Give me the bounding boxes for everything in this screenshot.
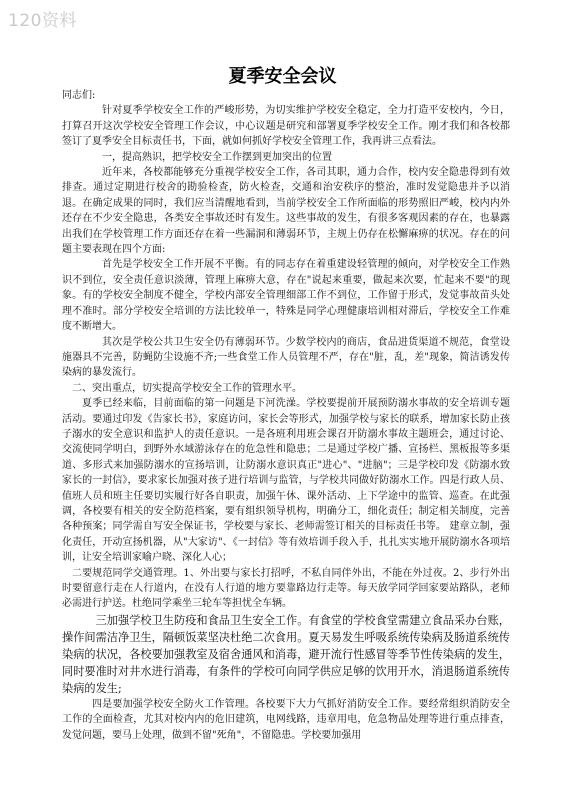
paragraph: 其次是学校公共卫生安全仍有薄弱环节。少数学校内的商店，食品进货渠道不规范，食堂设施器具不完善，防蝇防尘设施不齐;一些食堂工作人员管理不严，存在"脏，乱，差"现象，简洁诱发传染病的暴发流行。 xyxy=(62,336,510,379)
paragraph: 近年来，各校都能够充分重视学校安全工作，各司其职，通力合作，校内安全隐患得到有效排查。通过定期进行校舍的勘验检查，防火检查，交通和治安秩序的整治，准时发觉隐患并予以消退。在确定成果的同时，我们应当清醒地看到，当前学校安全工作所面临的形势照旧严峻，校内内外还存在不少安全隐患，各类安全事故还时有发生。这些事故的发生，有很多客观因素的存在，也暴露出我们在学校管理工作方面还存在着一些漏洞和薄弱环节，主规上仍存在松懈麻痹的状况。存在的问题主要表现在四个方面: xyxy=(62,167,510,256)
paragraph: 四是要加强学校安全防火工作管理。各校要下大力气抓好消防安全工作。要经常组织消防安全工作的全面检查，尤其对校内内的危旧建筑，电网线路，违章用电，危急物品处理等进行重点排查，发觉问题，要马上处理，做到不留"死角"，不留隐患。学校要加强用 xyxy=(62,698,510,741)
document-title: 夏季安全会议 xyxy=(228,66,337,87)
paragraph: 二要规范同学交通管理。1、外出要与家长打招呼，不私自同伴外出，不能在外过夜。2、步行外出时要留意行走在人行道内，在没有人行道的地方要靠路边行走等。每天放学同学回家要站路队，老师必需进行护送。杜绝同学乘坐三轮车等担忧全车辆。 xyxy=(62,567,510,610)
paragraph: 同志们: xyxy=(62,90,96,101)
paragraph: 三加强学校卫生防疫和食品卫生安全工作。有食堂的学校食堂需建立食品采办台账，操作间需洁净卫生，隔顿饭菜坚决杜绝二次食用。夏天易发生呼吸系统传染病及肠道系统传染病的状况，各校要加强教室及宿舍通风和消毒，避开流行性感冒等季节性传染病的发生，同时要准时对井水进行消毒，有条件的学校可向同学供应足够的饮用开水，消退肠道系统传染病的发生; xyxy=(62,613,510,695)
paragraph: 一，提高熟识，把学校安全工作摆到更加突出的位置 xyxy=(102,151,332,163)
document-body xyxy=(62,88,510,743)
paragraph: 针对夏季学校安全工作的严峻形势，为切实维护学校安全稳定，全力打造平安校内，今日，打算召开这次学校安全管理工作会议，中心议题是研究和部署夏季学校安全工作。刚才我们和各校都签订了夏季安全目标责任书，下面，就如何抓好学校安全管理工作，我再讲三点看法。 xyxy=(62,105,510,148)
watermark: 120资料 xyxy=(8,11,77,31)
paragraph: 二、突出重点，切实提高学校安全工作的管理水平。 xyxy=(72,382,302,394)
paragraph: 首先是学校安全工作开展不平衡。有的同志存在着重建设轻管理的倾向，对学校安全工作熟识不到位，安全责任意识淡薄，管理上麻痹大意，存在"说起来重要，做起来次要，忙起来不要"的现象。有的学校安全制度不健全，学校内部安全管理细部工作不到位，工作留于形式，发觉事故苗头处理不准时。部分学校安全培训的方法比较单一，特殊是同学心理健康培训相对滞后，学校安全工作难度不断增大。 xyxy=(62,259,510,333)
paragraph: 夏季已经来临，目前面临的第一问题是下河洗澡。学校要提前开展预防溺水事故的安全培训专题活动。要通过印发《告家长书》，家庭访问，家长会等形式，加强学校与家长的联系，增加家长防止孩子溺水的安全意识和监护人的责任意识。一是各班利用班会课召开防溺水事故主题班会，通过讨论、交流使同学明白，到野外水域游泳存在的危急性和隐患；二是通过学校广播、宣扬栏、黑板报等多渠道、多形式来加强防溺水的宣扬培训，让防溺水意识真正"进心"、"进脑"；三是学校印发《防溺水致家长的一封信》，要求家长加强对孩子进行培训与监管，与学校共同做好防溺水工作。四是行政人员、值班人员和班主任要切实履行好各自职责，加强午休、课外活动、上下学途中的监管、巡查。在此强调，各校要有相关的安全防范档案，要有组织领导机构，明确分工，细化责任；制定相关制度，完善各种预案；同学需自写安全保证书，学校要与家长、老师需签订相关的目标责任书等。 建章立制，强化责任，开动宣扬机器，从"大家访"、《一封信》等有效培训手段入手，扎扎实实地开展防溺水各项培训，让安全培训家喻户晓、深化人心； xyxy=(62,398,510,564)
